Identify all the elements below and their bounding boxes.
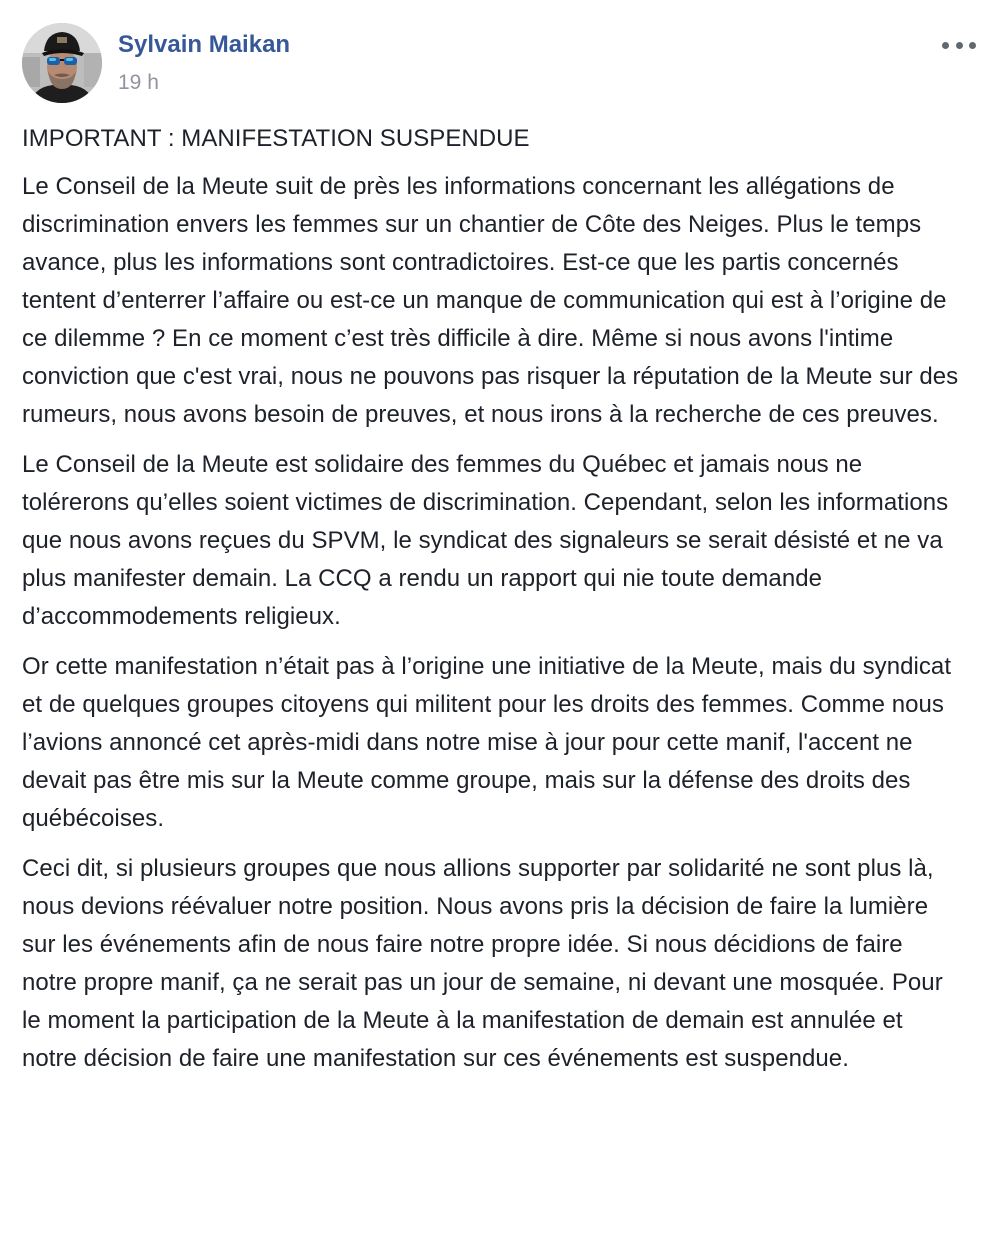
- author-avatar[interactable]: [22, 23, 102, 103]
- post-paragraph: Ceci dit, si plusieurs groupes que nous allions supporter par solidarité ne sont plus là, nous devions réévaluer notre position. Nous avons pris la décision de faire la lumière sur les événements afin de nous faire notre propre idée. Si nous décidions de faire notre propre manif, ça ne serait pas un jour de semaine, ni devant une mosquée. Pour le moment la participation de la Meute à la manifestation de demain est annulée et notre décision de faire une manifestation sur ces événements est suspendue.: [22, 855, 943, 1072]
- post-timestamp-link[interactable]: 19 h: [118, 71, 159, 94]
- post-headline: IMPORTANT : MANIFESTATION SUSPENDUE: [22, 125, 530, 152]
- post-paragraph: Or cette manifestation n’était pas à l’origine une initiative de la Meute, mais du syndicat et de quelques groupes citoyens qui militent pour les droits des femmes. Comme nous l’avions annoncé cet après-midi dans notre mise à jour pour cette manif, l'accent ne devait pas être mis sur la Meute comme groupe, mais sur la défense des droits des québécoises.: [22, 653, 952, 832]
- ellipsis-horizontal-icon: [942, 42, 949, 49]
- ellipsis-dot: [956, 42, 963, 49]
- post-body: [22, 120, 962, 1090]
- post-paragraph: Le Conseil de la Meute suit de près les informations concernant les allégations de discrimination envers les femmes sur un chantier de Côte des Neiges. Plus le temps avance, plus les informations sont contradictoires. Est-ce que les partis concernés tentent d’enterrer l’affaire ou est-ce un manque de communication qui est à l’origine de ce dilemme ? En ce moment c’est très difficile à dire. Même si nous avons l'intime conviction que c'est vrai, nous ne pouvons pas risquer la réputation de la Meute sur des rumeurs, nous avons besoin de preuves, et nous irons à la recherche de ces preuves.: [22, 173, 959, 428]
- post-header: [22, 23, 994, 105]
- ellipsis-dot: [969, 42, 976, 49]
- post-paragraph: Le Conseil de la Meute est solidaire des femmes du Québec et jamais nous ne tolérerons qu’elles soient victimes de discrimination. Cependant, selon les informations que nous avons reçues du SPVM, le syndicat des signaleurs se serait désisté et ne va plus manifester demain. La CCQ a rendu un rapport qui nie toute demande d’accommodements religieux.: [22, 451, 949, 630]
- author-name-link[interactable]: Sylvain Maikan: [118, 31, 291, 58]
- profile-photo-icon: [22, 23, 102, 103]
- more-options-button[interactable]: [942, 35, 976, 55]
